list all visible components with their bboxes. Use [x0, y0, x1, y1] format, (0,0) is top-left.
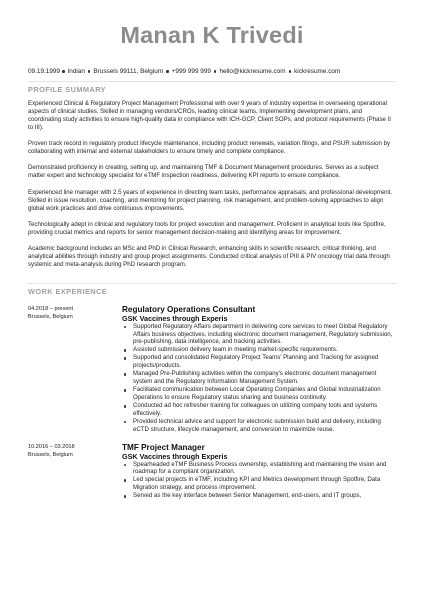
separator-dot-icon	[62, 70, 65, 73]
job-meta	[28, 306, 122, 434]
separator-dot-icon	[88, 70, 91, 73]
list-item: Managed Pre-Publishing activities within the company's electronic document management system and the Regulatory Information Management System.	[122, 370, 396, 386]
section-title-work-experience: WORK EXPERIENCE	[28, 283, 396, 296]
list-item: Supported and consolidated Regulatory Project Teams' Planning and Tracking for assigned projects/products.	[122, 354, 396, 370]
birthdate: 09.19.1999	[28, 68, 60, 75]
separator-dot-icon	[289, 70, 292, 73]
job-bullets	[122, 323, 396, 434]
summary-paragraph: Demonstrated proficiency in creating, setting up, and maintaining TMF & Document Management procedures. Serves as a subject matter expert and technology specialist for eTMF inspection readiness, delivering KPI reports to ensure compliance.	[28, 164, 379, 180]
email-link[interactable]: hello@kickresume.com	[219, 68, 286, 75]
list-item: Conducted ad hoc refresher training for colleagues on utilizing company tools and systems effectively.	[122, 402, 396, 418]
job-dates: 04.2018 – present	[28, 305, 74, 312]
list-item: Facilitated communication between Local Operating Companies and Global Industrialization Operations to ensure Regulatory status sharing and business continuity.	[122, 386, 396, 402]
job-details	[122, 306, 396, 434]
list-item: Supported Regulatory Affairs department in delivering core services to meet Global Regulatory Affairs business objectives, including electronic document management, Regulatory submission, pre-publishing, data intelligence, and tracking activities.	[122, 323, 396, 347]
job-dates: 10.2016 – 03.2018	[28, 443, 75, 450]
website-link[interactable]: kickresume.com	[294, 68, 341, 75]
summary-paragraph: Technologically adept in clinical and regulatory tools for project execution and management. Proficient in analytical tools like Spotfire, providing crucial metrics and reports for senior management decision-making and identifying areas for improvement.	[28, 220, 386, 236]
job-bullets	[122, 461, 396, 501]
job-title: TMF Project Manager	[122, 442, 205, 452]
address: Brussels 99111, Belgium	[93, 68, 164, 75]
job-location: Brussels, Belgium	[28, 313, 73, 320]
nationality: Indian	[67, 68, 85, 75]
summary-paragraph: Proven track record in regulatory product lifecycle maintenance, including product renewals, variation filings, and PSUR submission by collaborating with internal and external stakeholders to ensure timely and complete compliance.	[28, 140, 391, 156]
list-item: Provided technical advice and support for electronic submission build and delivery, including eCTD structure, lifecycle management, and conversion to maximize reuse.	[122, 418, 396, 434]
job-title: Regulatory Operations Consultant	[122, 304, 256, 314]
job-entry	[28, 306, 396, 434]
summary-paragraph: Experienced Clinical & Regulatory Project Management Professional with over 9 years of industry expertise in overseeing operational aspects of clinical studies. Skilled in managing vendors/CROs, leading clinical teams, implementing development plans, and coordinating study activities to ensure high-quality data in compliance with ICH-GCP, Client SOPs, and protocol requirements (Phase II to III).	[28, 100, 391, 132]
job-company: GSK Vaccines through Experis	[122, 313, 228, 323]
job-details	[122, 444, 396, 500]
summary-paragraph: Experienced line manager with 2.5 years of experience in directing team tasks, performance appraisals, and professional development. Skilled in issue resolution, coaching, and mentoring for project planning, risk management, and problem-solving approaches to align global work practices and drive continuous improvements.	[28, 188, 393, 212]
list-item: Assisted submission delivery team in meeting market-specific requirements.	[122, 346, 396, 354]
candidate-name: Manan K Trivedi	[120, 22, 304, 48]
job-meta	[28, 444, 122, 500]
separator-dot-icon	[166, 70, 169, 73]
summary-paragraph: Academic background includes an MSc and PhD in Clinical Research, enhancing skills in scientific research, critical thinking, and analytical abilities through industry and group project assignments. Conducted critical analysis of PIII & PIV oncology trial data through systemic and meta-analysis during PhD research program.	[28, 244, 390, 268]
phone[interactable]: +999 999 999	[171, 68, 211, 75]
contact-bar	[28, 68, 396, 75]
separator-dot-icon	[214, 70, 217, 73]
list-item: Led special projects in eTMF, including KPI and Metrics development through Spotfire, Data Migration strategy, and process improvement.	[122, 476, 396, 492]
list-item: Spearheaded eTMF Business Process ownership, establishing and maintaining the vision and roadmap for a compliant organization.	[122, 461, 396, 477]
section-title-profile-summary: PROFILE SUMMARY	[28, 81, 396, 94]
job-company: GSK Vaccines through Experis	[122, 451, 228, 461]
job-entry	[28, 444, 396, 500]
profile-summary	[28, 100, 396, 269]
list-item: Served as the key interface between Senior Management, end-users, and IT groups,	[122, 492, 396, 500]
job-location: Brussels, Belgium	[28, 451, 73, 458]
